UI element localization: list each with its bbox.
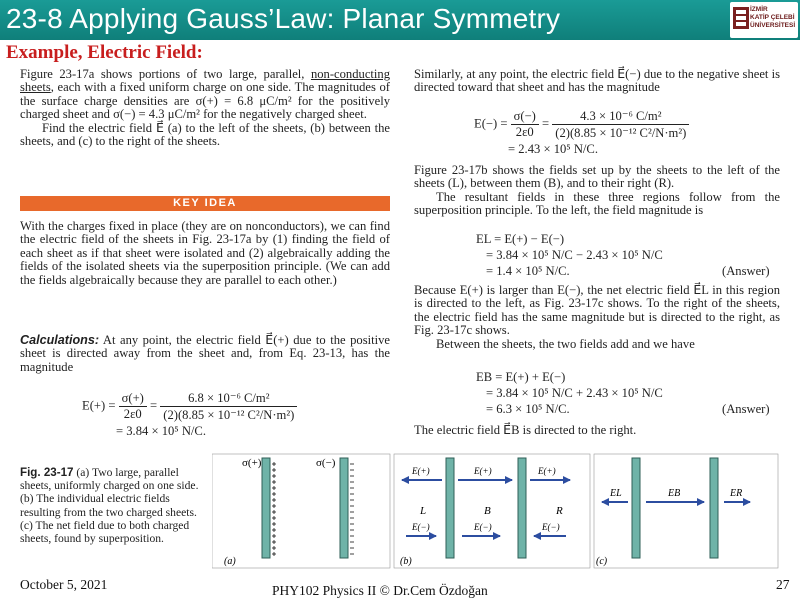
region-label-r: R <box>556 505 563 517</box>
label-e-minus-right: E(−) <box>542 522 560 532</box>
net-field-left-text: Because E(+) is larger than E(−), the net electric field E⃗L in this region is directed to the left, as Fig. 23-17c shows. To the right of the sheets, the electric field has the same magnitude but is directed to the right, as Fig. 23-17c shows. <box>414 283 780 338</box>
figure-caption-label: Fig. 23-17 <box>20 466 74 479</box>
equation-e-minus <box>474 108 689 141</box>
example-heading: Example, Electric Field: <box>6 42 203 63</box>
eq-between-line-1: EB = E(+) + E(−) <box>476 370 566 384</box>
problem-text-underlined: non-conducting sheets <box>20 67 390 95</box>
sheet-positive-b <box>446 458 454 558</box>
label-e-plus-left: E(+) <box>412 466 430 476</box>
slide-title: 23-8 Applying Gauss’Law: Planar Symmetry <box>6 3 561 34</box>
eq-left-line-1: EL = E(+) − E(−) <box>476 232 565 246</box>
label-e-plus-between: E(+) <box>474 466 492 476</box>
sheet-negative-b <box>518 458 526 558</box>
sheet-negative-c <box>710 458 718 558</box>
right-column-intro: Similarly, at any point, the electric field E⃗(−) due to the negative sheet is directed toward that sheet and has the magnitude <box>414 67 780 95</box>
label-e-plus-right: E(+) <box>538 466 556 476</box>
footer-date: October 5, 2021 <box>20 577 108 592</box>
panel-a-label: (a) <box>224 556 236 567</box>
panel-c <box>594 454 778 568</box>
eq-plus-equals: = <box>150 398 158 413</box>
region-label-l: L <box>420 505 427 517</box>
calculations-label: Calculations: <box>20 333 100 347</box>
equation-e-plus <box>82 390 297 423</box>
eq-minus-fraction-2: $\frac{\text{4.3 × 10⁻⁶ C/m²}}{\text{(2)(8.85 × 10⁻¹² C²/N·m²)}}$ <box>552 108 689 141</box>
sigma-plus-label: σ(+) <box>242 457 262 469</box>
eq-left-line-2: = 3.84 × 10⁵ N/C − 2.43 × 10⁵ N/C <box>486 248 663 262</box>
right-net-field-paragraph <box>414 284 780 351</box>
problem-text-a: Figure 23-17a shows portions of two large, parallel, <box>20 67 311 81</box>
footer-course: PHY102 Physics II © Dr.Cem Özdoğan <box>272 583 488 598</box>
between-sheets-text: Between the sheets, the two fields add and we have <box>436 336 695 351</box>
region-label-b: B <box>484 505 491 517</box>
figure-caption-text: (a) Two large, parallel sheets, uniformly charged on one side. (b) The individual electric fields resulting from the two charged sheets. (c) The net field due to both charged sheets, found by superposition. <box>20 466 199 546</box>
left-column-problem <box>20 68 390 148</box>
label-e-l: EL <box>610 488 622 499</box>
eq-minus-fraction-1: $\frac{\sigma(-)}{2\varepsilon 0}$ <box>511 109 539 140</box>
problem-question: Find the electric field E⃗ (a) to the left of the sheets, (b) between the sheets, and (c) to the right of the sheets. <box>20 120 390 149</box>
figure-caption <box>20 466 206 545</box>
eq-plus-fraction-2: $\frac{\text{6.8 × 10⁻⁶ C/m²}}{\text{(2)(8.85 × 10⁻¹² C²/N·m²)}}$ <box>160 390 297 423</box>
eq-minus-result: = 2.43 × 10⁵ N/C. <box>508 142 598 156</box>
panel-c-label: (c) <box>596 556 608 567</box>
resultant-fields-text: The resultant fields in these three regions follow from the superposition principle. To the left, the field magnitude is <box>414 189 780 218</box>
panel-b-label: (b) <box>400 556 412 567</box>
eq-between-line-3: = 6.3 × 10⁵ N/C. <box>486 402 570 416</box>
panel-b <box>394 454 590 568</box>
eq-plus-fraction-1: $\frac{\sigma(+)}{2\varepsilon 0}$ <box>119 391 147 422</box>
figure-23-17 <box>212 452 780 570</box>
logo-line-2: KATİP ÇELEBİ <box>750 14 795 21</box>
title-bar <box>0 0 800 40</box>
page-number: 27 <box>776 577 790 592</box>
eq-plus-lhs: E(+) = <box>82 398 116 413</box>
label-e-minus-left: E(−) <box>412 522 430 532</box>
label-e-r: ER <box>730 488 743 499</box>
calculations-text: At any point, the electric field E⃗(+) due to the positive sheet is directed away from the sheet and, from Eq. 23-13, has the magnitude <box>20 333 390 374</box>
eq-minus-equals: = <box>542 116 550 131</box>
logo-line-3: ÜNİVERSİTESİ <box>750 22 796 29</box>
answer-label-left: (Answer) <box>722 264 770 278</box>
eq-minus-lhs: E(−) = <box>474 116 508 131</box>
key-idea-text: With the charges fixed in place (they are on nonconductors), we can find the electric field of the sheets in Fig. 23-17a by (1) finding the field of each sheet as if that sheet were isolated and (2) algebraically adding the fields of the isolated sheets via the superposition principle. (We can add the fields algebraically because they are parallel to each other.) <box>20 219 390 287</box>
sigma-minus-label: σ(−) <box>316 457 336 469</box>
problem-text-b: , each with a fixed uniform charge on one side. The magnitudes of the surface charge densities are σ(+) = 6.8 μC/m² for the positively charged sheet and σ(−) = 4.3 μC/m² for the negatively charged sheet. <box>20 80 390 122</box>
key-idea-banner: KEY IDEA <box>20 196 390 211</box>
figure-b-description: Figure 23-17b shows the fields set up by the sheets to the left of the sheets (L), between them (B), and to their right (R). <box>414 163 780 191</box>
panel-a <box>212 454 390 568</box>
label-e-minus-between: E(−) <box>474 522 492 532</box>
university-logo <box>730 2 798 38</box>
sheet-negative-a <box>340 458 348 558</box>
eq-between-line-2: = 3.84 × 10⁵ N/C + 2.43 × 10⁵ N/C <box>486 386 663 400</box>
label-e-b: EB <box>668 488 681 499</box>
answer-label-between: (Answer) <box>722 402 770 416</box>
right-fields-paragraph <box>414 164 780 218</box>
logo-line-1: İZMİR <box>750 6 768 13</box>
eq-plus-result: = 3.84 × 10⁵ N/C. <box>116 424 206 438</box>
calculations-paragraph <box>20 334 390 374</box>
university-logo-mark-icon <box>732 5 750 31</box>
field-direction-text: The electric field E⃗B is directed to the right. <box>414 423 637 437</box>
sheet-positive-a <box>262 458 270 558</box>
eq-left-line-3: = 1.4 × 10⁵ N/C. <box>486 264 570 278</box>
sheet-positive-c <box>632 458 640 558</box>
